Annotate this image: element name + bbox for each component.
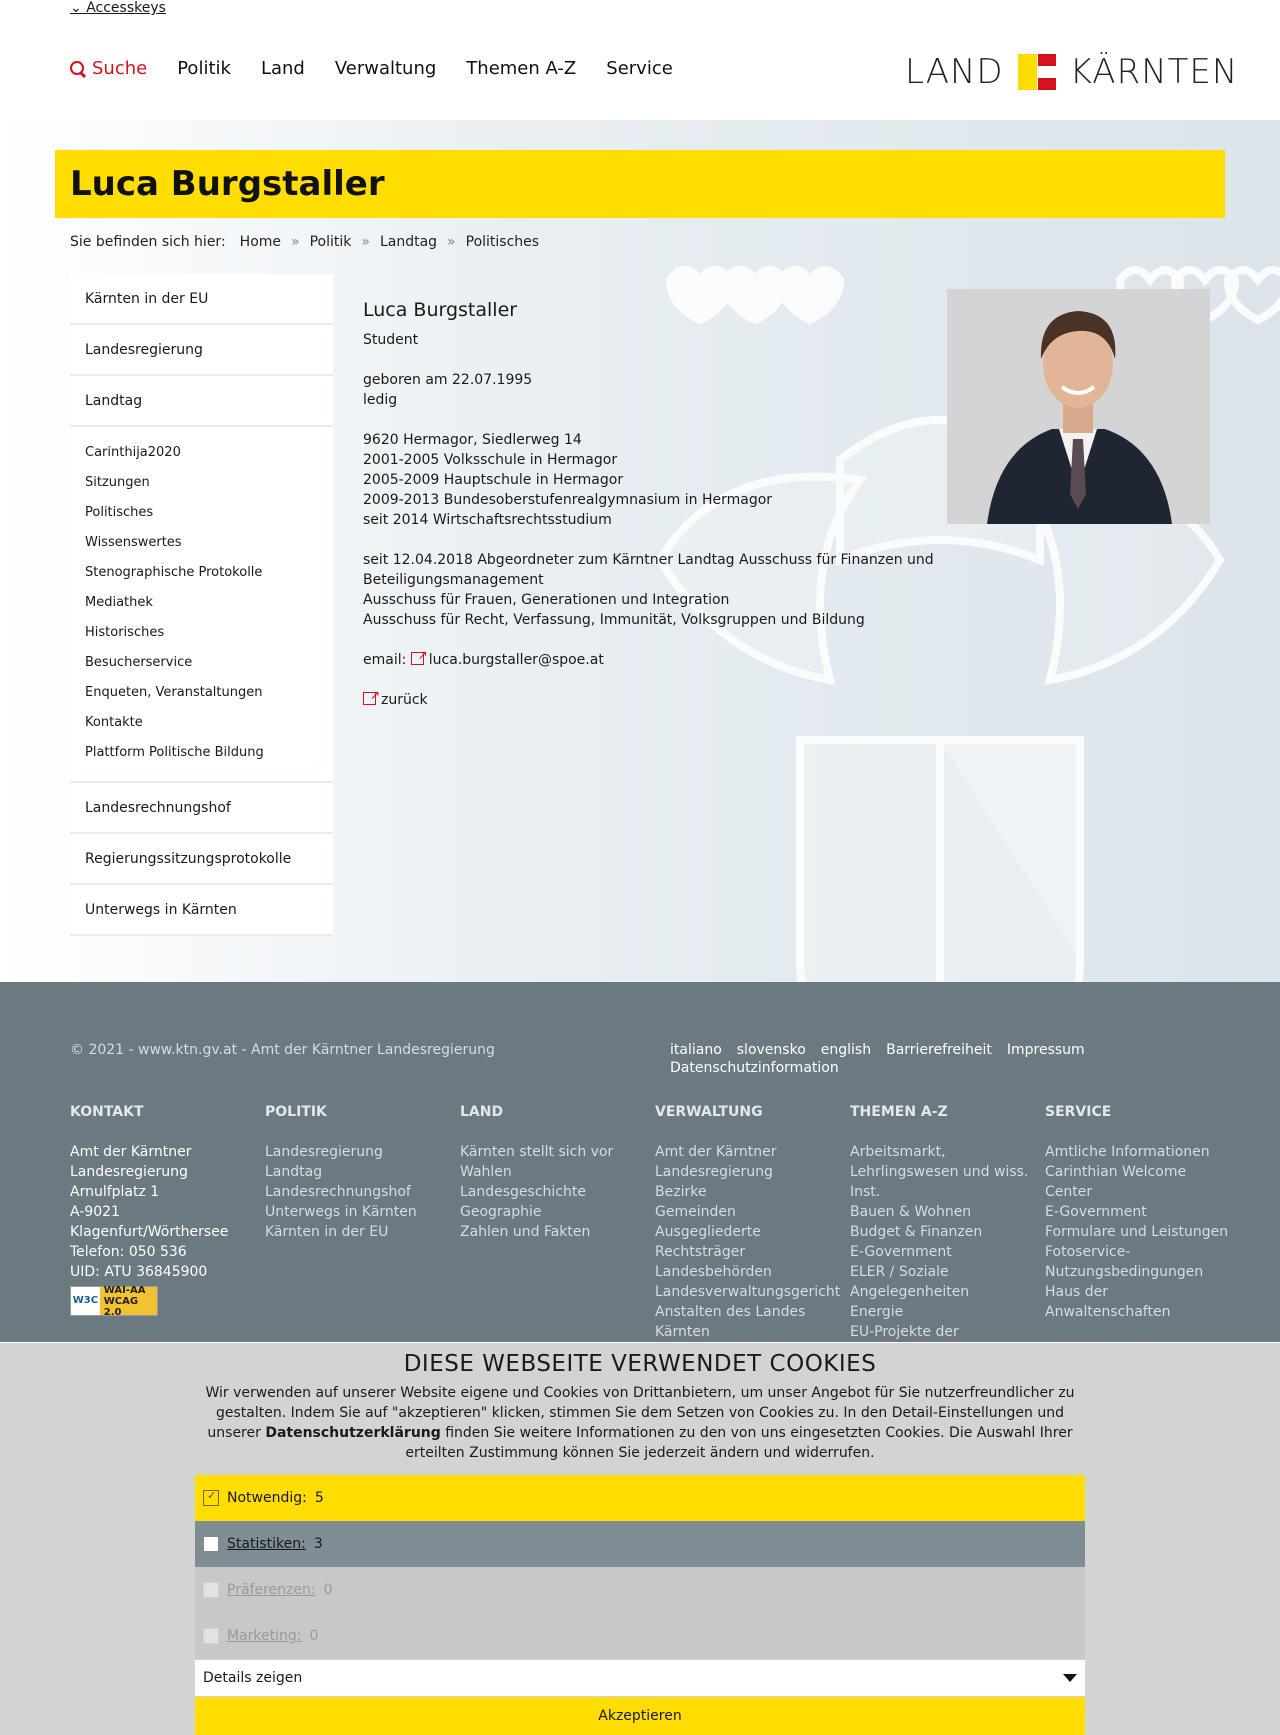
external-link-icon	[363, 692, 376, 705]
cookie-option-praeferenzen: Präferenzen: 0	[195, 1567, 1085, 1613]
back-link[interactable]: ↗zurück	[363, 692, 428, 708]
footer-link[interactable]: Budget & Finanzen	[850, 1224, 983, 1240]
footer-links	[670, 1042, 1110, 1076]
footer-col-land: LAND Kärnten stellt sich vor Wahlen Landesgeschichte Geographie Zahlen und Fakten	[460, 1102, 650, 1242]
sidebar-item-landtag[interactable]: Landtag	[70, 376, 333, 427]
footer-link[interactable]: Landesrechnungshof	[265, 1184, 411, 1200]
footer-link[interactable]: Kärnten in der EU	[265, 1224, 389, 1240]
main-nav	[70, 58, 673, 79]
checkbox-statistiken[interactable]	[203, 1536, 219, 1552]
footer-link[interactable]: ELER / Soziale Angelegenheiten	[850, 1264, 970, 1300]
details-dropdown[interactable]: Details zeigen	[195, 1660, 1085, 1696]
accesskeys-link[interactable]: ⌄ Accesskeys	[70, 0, 166, 16]
sidebar-item-regierungssitzungsprotokolle[interactable]: Regierungssitzungsprotokolle	[70, 834, 333, 885]
footer-col-themen: THEMEN A-Z Arbeitsmarkt, Lehrlingswesen und wiss. Inst. Bauen & Wohnen Budget & Finanzen E-Government ELER / Soziale Angelegenheiten Energie EU-Projekte der	[850, 1102, 1040, 1330]
footer-link[interactable]: E-Government	[850, 1244, 952, 1260]
nav-land[interactable]: Land	[260, 58, 305, 79]
footer-col-kontakt: KONTAKT Amt der Kärntner Landesregierung Arnulfplatz 1 A-9021 Klagenfurt/Wörthersee Telefon: 050 536 UID: ATU 36845900 W3C WAI-AA WCAG 2.0	[70, 1104, 229, 1318]
footer-link[interactable]: Fotoservice-Nutzungsbedingungen	[1045, 1244, 1204, 1280]
datenschutz-link[interactable]: Datenschutzinformation	[670, 1060, 839, 1076]
sidebar-item-kaernten-in-der-eu[interactable]: Kärnten in der EU	[70, 274, 333, 325]
footer-link[interactable]: Landesbehörden	[655, 1264, 772, 1280]
footer-link[interactable]: Formulare und Leistungen	[1045, 1224, 1229, 1240]
search-link[interactable]: Suche	[70, 58, 147, 79]
lang-italiano[interactable]: italiano	[670, 1042, 722, 1058]
logo-mark-icon	[1018, 54, 1056, 90]
wcag-badge[interactable]: W3C WAI-AA WCAG 2.0	[70, 1286, 158, 1316]
breadcrumb-landtag[interactable]: Landtag	[379, 234, 438, 250]
footer-link[interactable]: Kärnten stellt sich vor	[460, 1144, 614, 1160]
footer-col-service: SERVICE Amtliche Informationen Carinthian Welcome Center E-Government Formulare und Leistungen Fotoservice-Nutzungsbedingungen Haus der Anwaltenschaften	[1045, 1102, 1235, 1330]
footer-link[interactable]: Gemeinden	[655, 1204, 736, 1220]
cookie-text: Wir verwenden auf unserer Website eigene und Cookies von Drittanbietern, um unser Angebot für Sie nutzerfreundlicher zu gestalten. Indem Sie auf "akzeptieren" klicken, stimmen Sie dem Setzen von Cookies zu. In den Detail-Einstellungen und unserer Datenschutzerklärung finden Sie weitere Informationen zu den von uns eingesetzten Cookies. Die Auswahl Ihrer erteilten Zustimmung können Sie jederzeit ändern und widerrufen.	[205, 1385, 1075, 1461]
sidebar-item-landesrechnungshof[interactable]: Landesrechnungshof	[70, 783, 333, 834]
sidebar-subitem-historisches[interactable]: Historisches	[85, 624, 165, 640]
breadcrumb-politik[interactable]: Politik	[309, 234, 352, 250]
lang-slovensko[interactable]: slovensko	[736, 1042, 806, 1058]
profile-name: Luca Burgstaller	[363, 299, 518, 321]
nav-service[interactable]: Service	[606, 58, 673, 79]
breadcrumb-politisches[interactable]: Politisches	[465, 234, 540, 250]
footer-link[interactable]: EU-Projekte der	[850, 1324, 959, 1340]
accept-button[interactable]: Akzeptieren	[195, 1697, 1085, 1735]
w3c-logo-icon: W3C	[71, 1287, 100, 1315]
footer-link[interactable]: Unterwegs in Kärnten	[265, 1204, 417, 1220]
page-title: Luca Burgstaller	[55, 150, 1225, 218]
footer-link[interactable]: Bauen & Wohnen	[850, 1204, 972, 1220]
nav-politik[interactable]: Politik	[177, 58, 231, 79]
copyright: © 2021 - www.ktn.gv.at - Amt der Kärntner Landesregierung	[70, 1042, 495, 1058]
lang-english[interactable]: english	[820, 1042, 872, 1058]
sidebar-subitem-enqueten[interactable]: Enqueten, Veranstaltungen	[85, 684, 263, 700]
sidebar-subitem-mediathek[interactable]: Mediathek	[85, 594, 153, 610]
chevron-right-icon: »	[361, 234, 370, 250]
datenschutzerklaerung-link[interactable]: Datenschutzerklärung	[265, 1425, 441, 1441]
cookie-option-marketing: Marketing: 0	[195, 1613, 1085, 1659]
checkbox-notwendig[interactable]	[203, 1490, 219, 1506]
footer-link[interactable]: Bezirke	[655, 1184, 707, 1200]
impressum-link[interactable]: Impressum	[1006, 1042, 1085, 1058]
breadcrumb: Sie befinden sich hier: Home » Politik » Landtag » Politisches	[70, 234, 540, 250]
breadcrumb-home[interactable]: Home	[239, 234, 282, 250]
profile-education: 9620 Hermagor, Siedlerweg 14 2001-2005 Volksschule in Hermagor 2005-2009 Hauptschule in Hermagor 2009-2013 Bundesoberstufenrealgymnasium in Hermagor seit 2014 Wirtschaftsrechtsstudium	[363, 432, 773, 528]
footer-link[interactable]: Haus der Anwaltenschaften	[1045, 1284, 1171, 1320]
checkbox-marketing[interactable]	[203, 1628, 219, 1644]
profile-roles: seit 12.04.2018 Abgeordneter zum Kärntner Landtag Ausschuss für Finanzen und Beteiligungsmanagement Ausschuss für Frauen, Generationen und Integration Ausschuss für Recht, Verfassung, Immunität, Volksgruppen und Bildung	[363, 552, 934, 628]
sidebar-nav	[70, 274, 333, 936]
footer-link[interactable]: Anstalten des Landes Kärnten	[655, 1304, 806, 1340]
nav-themen-a-z[interactable]: Themen A-Z	[466, 58, 577, 79]
footer-link[interactable]: Energie	[850, 1304, 904, 1320]
profile-occupation: Student	[363, 332, 419, 348]
caret-down-icon	[1063, 1674, 1077, 1682]
sidebar-submenu-landtag	[70, 427, 333, 783]
email-link[interactable]: ↗ luca.burgstaller@spoe.at	[411, 652, 604, 668]
footer	[0, 982, 1280, 1342]
footer-link[interactable]: Zahlen und Fakten	[460, 1224, 591, 1240]
sidebar-subitem-sitzungen[interactable]: Sitzungen	[85, 474, 150, 490]
footer-link[interactable]: Wahlen	[460, 1164, 512, 1180]
footer-link[interactable]: Landesverwaltungsgericht	[655, 1284, 841, 1300]
external-link-icon	[411, 652, 424, 665]
sidebar-subitem-carinthija2020[interactable]: Carinthija2020	[85, 444, 181, 460]
checkbox-praeferenzen[interactable]	[203, 1582, 219, 1598]
footer-link[interactable]: Amtliche Informationen	[1045, 1144, 1210, 1160]
footer-link[interactable]: Landtag	[265, 1164, 323, 1180]
sidebar-subitem-politisches[interactable]: Politisches	[85, 504, 154, 520]
profile-photo	[947, 289, 1210, 524]
sidebar-subitem-plattform-politische-bildung[interactable]: Plattform Politische Bildung	[85, 744, 264, 760]
cookie-option-notwendig: ✓ Notwendig: 5	[195, 1475, 1085, 1521]
sidebar-subitem-besucherservice[interactable]: Besucherservice	[85, 654, 193, 670]
cookie-title: DIESE WEBSEITE VERWENDET COOKIES	[403, 1351, 877, 1377]
sidebar-subitem-stenographische-protokolle[interactable]: Stenographische Protokolle	[85, 564, 263, 580]
sidebar-item-unterwegs-in-kaernten[interactable]: Unterwegs in Kärnten	[70, 885, 333, 936]
footer-link[interactable]: Ausgegliederte Rechtsträger	[655, 1224, 761, 1260]
profile-content	[363, 300, 953, 730]
footer-link[interactable]: Landesregierung	[265, 1144, 383, 1160]
nav-verwaltung[interactable]: Verwaltung	[334, 58, 437, 79]
barrierefreiheit-link[interactable]: Barrierefreiheit	[886, 1042, 992, 1058]
footer-link[interactable]: Carinthian Welcome Center	[1045, 1164, 1187, 1200]
sidebar-item-landesregierung[interactable]: Landesregierung	[70, 325, 333, 376]
profile-email: email: ↗ luca.burgstaller@spoe.at	[363, 650, 953, 670]
footer-link[interactable]: E-Government	[1045, 1204, 1147, 1220]
portrait-image	[947, 289, 1210, 524]
sidebar-subitem-kontakte[interactable]: Kontakte	[85, 714, 143, 730]
footer-col-politik: POLITIK Landesregierung Landtag Landesrechnungshof Unterwegs in Kärnten Kärnten in der EU	[265, 1102, 455, 1242]
land-kaernten-logo[interactable]: LAND KÄRNTEN	[905, 52, 1239, 92]
footer-link[interactable]: Arbeitsmarkt, Lehrlingswesen und wiss. Inst.	[850, 1144, 1029, 1200]
footer-link[interactable]: Landesgeschichte	[460, 1184, 586, 1200]
header	[0, 0, 1280, 120]
profile-personal: geboren am 22.07.1995 ledig	[363, 372, 533, 408]
chevron-right-icon: »	[447, 234, 456, 250]
footer-link[interactable]: Geographie	[460, 1204, 542, 1220]
chevron-right-icon: »	[291, 234, 300, 250]
cookie-option-statistiken: Statistiken: 3	[195, 1521, 1085, 1567]
search-icon	[70, 61, 86, 77]
footer-col-verwaltung: VERWALTUNG Amt der Kärntner Landesregierung Bezirke Gemeinden Ausgegliederte Rechtsträger Landesbehörden Landesverwaltungsgericht Anstalten des Landes Kärnten	[655, 1102, 845, 1330]
sidebar-subitem-wissenswertes[interactable]: Wissenswertes	[85, 534, 182, 550]
footer-link[interactable]: Amt der Kärntner Landesregierung	[655, 1144, 777, 1180]
